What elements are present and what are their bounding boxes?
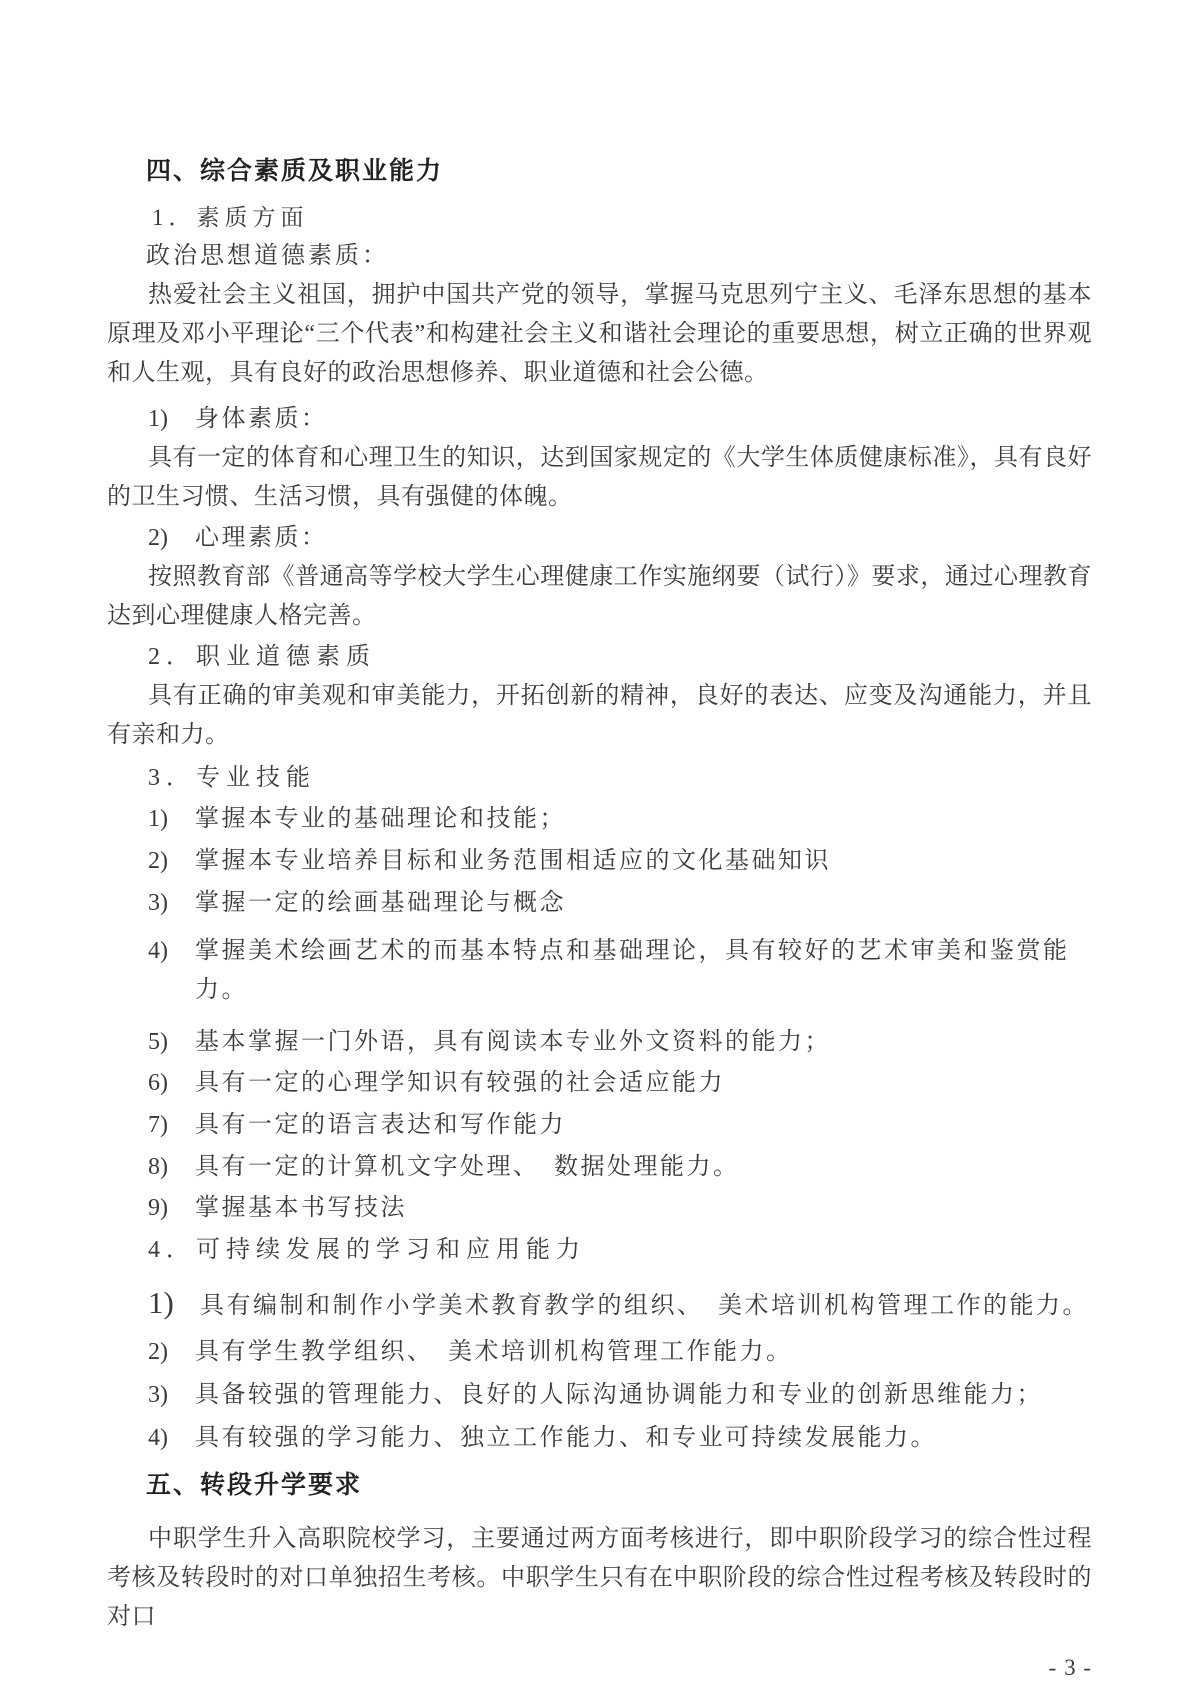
list-item-ability-1 [148, 1281, 1092, 1328]
list-item-skill-3 [148, 884, 1092, 923]
list-item-text: 具有学生教学组织、 美术培训机构管理工作能力。 [195, 1339, 793, 1365]
list-item-text: 心理素质： [195, 525, 328, 551]
field-label-political-morality: 政治思想道德素质： [146, 243, 389, 269]
list-item-skill-7 [148, 1106, 1092, 1145]
page-number: - 3 - [1048, 1655, 1092, 1680]
list-marker: 1) [148, 1285, 174, 1320]
list-item-ability-3 [148, 1376, 1092, 1415]
list-item-text: 具有一定的语言表达和写作能力 [195, 1112, 566, 1138]
list-item-text: 掌握基本书写技法 [195, 1195, 407, 1221]
body-paragraph: 按照教育部《普通高等学校大学生心理健康工作实施纲要（试行）》要求，通过心理教育达到心理健康人格完善。 [107, 564, 1092, 629]
list-item-psychological [148, 519, 1092, 558]
list-item-skill-1 [148, 800, 1092, 839]
list-marker: 8) [148, 1154, 168, 1180]
list-item-physical [148, 400, 1092, 439]
body-paragraph: 具有正确的审美观和审美能力，开拓创新的精神，良好的表达、应变及沟通能力，并且有亲和力。 [107, 683, 1092, 748]
list-item-ability-4 [148, 1419, 1092, 1458]
list-marker: 4) [148, 938, 168, 964]
list-item-skill-5 [148, 1023, 1092, 1062]
list-item-text: 具有编制和制作小学美术教育教学的组织、 美术培训机构管理工作的能力。 [200, 1293, 1089, 1319]
body-paragraph: 热爱社会主义祖国，拥护中国共产党的领导，掌握马克思列宁主义、毛泽东思想的基本原理及邓小平理论“三个代表”和构建社会主义和谐社会理论的重要思想，树立正确的世界观和人生观，具有良好的政治思想修养、职业道德和社会公德。 [107, 282, 1092, 386]
list-marker: 1) [148, 406, 168, 432]
list-marker: 2) [148, 848, 168, 874]
subsection-heading-professional-ethics: 2．职业道德素质 [148, 644, 376, 670]
list-item-skill-8 [148, 1148, 1092, 1187]
list-item-text: 掌握本专业培养目标和业务范围相适应的文化基础知识 [195, 848, 831, 874]
list-marker: 9) [148, 1195, 168, 1221]
list-marker: 7) [148, 1112, 168, 1138]
list-marker: 5) [148, 1029, 168, 1055]
subsection-heading-sustainable-ability: 4．可持续发展的学习和应用能力 [148, 1237, 586, 1263]
list-marker: 3) [148, 1382, 168, 1408]
list-marker: 1) [148, 806, 168, 832]
list-item-text: 基本掌握一门外语，具有阅读本专业外文资料的能力； [195, 1029, 831, 1055]
list-item-text: 具有一定的心理学知识有较强的社会适应能力 [195, 1070, 725, 1096]
body-paragraph: 具有一定的体育和心理卫生的知识，达到国家规定的《大学生体质健康标准》，具有良好的卫生习惯、生活习惯，具有强健的体魄。 [107, 445, 1092, 510]
list-item-text: 掌握美术绘画艺术的而基本特点和基础理论，具有较好的艺术审美和鉴赏能力。 [195, 938, 1070, 1003]
list-item-text: 具备较强的管理能力、良好的人际沟通协调能力和专业的创新思维能力； [195, 1382, 1043, 1408]
body-paragraph: 中职学生升入高职院校学习，主要通过两方面考核进行，即中职阶段学习的综合性过程考核及转段时的对口单独招生考核。中职学生只有在中职阶段的综合性过程考核及转段时的对口 [107, 1526, 1092, 1630]
list-marker: 2) [148, 1339, 168, 1365]
list-item-text: 掌握本专业的基础理论和技能； [195, 806, 566, 832]
list-marker: 2) [148, 525, 168, 551]
section-heading-4: 四、综合素质及职业能力 [146, 157, 444, 185]
list-item-text: 掌握一定的绘画基础理论与概念 [195, 890, 566, 916]
list-item-skill-4 [148, 932, 1092, 1010]
subsection-heading-quality: 1．素质方面 [152, 205, 309, 230]
list-item-text: 具有较强的学习能力、独立工作能力、和专业可持续发展能力。 [195, 1425, 937, 1451]
list-item-skill-2 [148, 842, 1092, 881]
list-marker: 4) [148, 1425, 168, 1451]
section-heading-5: 五、转段升学要求 [146, 1471, 363, 1499]
subsection-heading-professional-skills: 3．专业技能 [148, 765, 316, 791]
list-item-text: 具有一定的计算机文字处理、 数据处理能力。 [195, 1154, 740, 1180]
list-item-skill-6 [148, 1064, 1092, 1103]
list-item-text: 身体素质： [195, 406, 328, 432]
list-item-skill-9 [148, 1189, 1092, 1228]
list-item-ability-2 [148, 1333, 1092, 1372]
list-marker: 3) [148, 890, 168, 916]
list-marker: 6) [148, 1070, 168, 1096]
